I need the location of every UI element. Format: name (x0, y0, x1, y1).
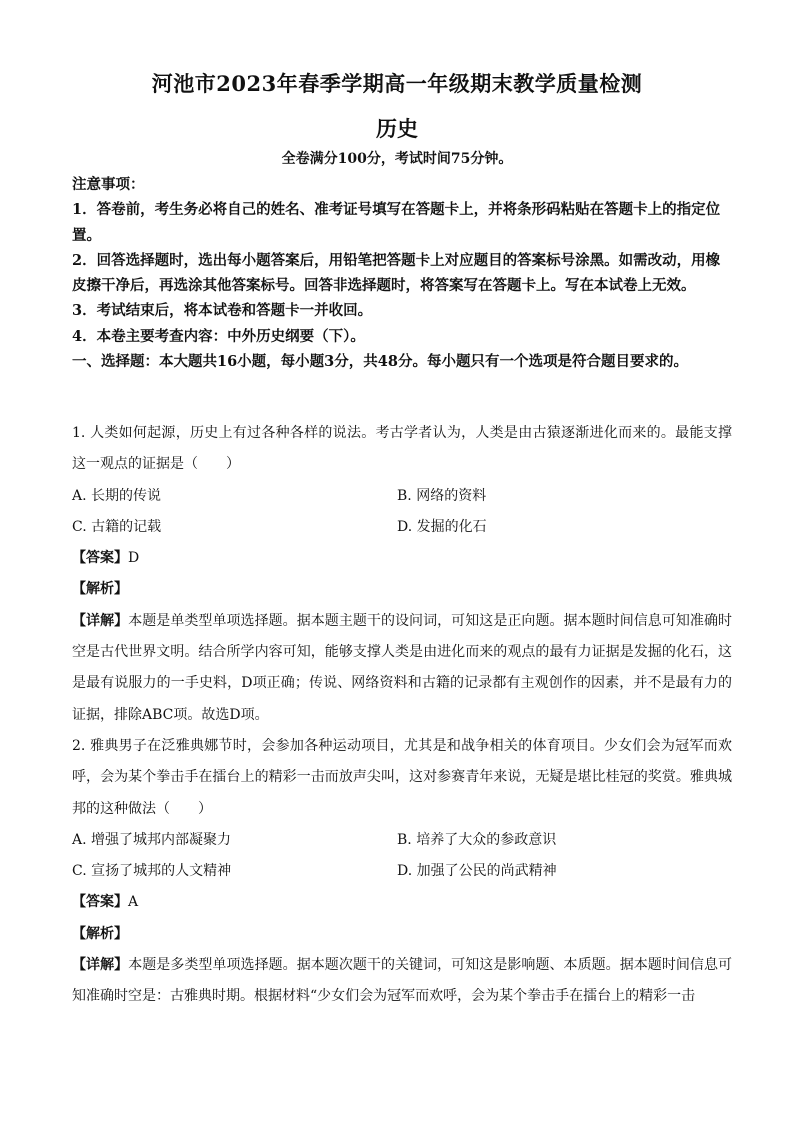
option-list (72, 481, 732, 544)
exam-title: 河池市2023年春季学期高一年级期末教学质量检测 (151, 71, 643, 96)
option-b: B. 培养了大众的参政意识 (397, 831, 557, 848)
question-stem: 1. 人类如何起源，历史上有过各种各样的说法。考古学者认为，人类是由古猿逐渐进化而来的。最能支撑这一观点的证据是（ ） (72, 425, 732, 473)
note-item: 4．本卷主要考查内容：中外历史纲要（下）。 (72, 327, 365, 345)
notes-heading: 注意事项： (72, 176, 145, 193)
answer-label: 【答案】 (72, 894, 128, 911)
analysis-label: 【解析】 (72, 925, 128, 942)
question-stem: 2. 雅典男子在泛雅典娜节时，会参加各种运动项目，尤其是和战争相关的体育项目。少女们会为冠军而欢呼，会为某个拳击手在擂台上的精彩一击而放声尖叫，这对参赛青年来说，无疑是堪比桂冠的奖赏。雅典城邦的这种做法（ ） (72, 737, 732, 817)
answer-label: 【答案】 (72, 550, 128, 567)
exam-subject: 历史 (376, 116, 418, 141)
note-item: 3．考试结束后，将本试卷和答题卡一并收回。 (72, 302, 373, 320)
answer-value: D (128, 550, 140, 567)
detail-paragraph (72, 606, 732, 731)
analysis-label: 【解析】 (72, 581, 128, 598)
answer-line (72, 887, 732, 918)
option-a: A. 增强了城邦内部凝聚力 (72, 831, 232, 848)
notes-section (72, 172, 732, 374)
detail-label: 【详解】 (72, 957, 129, 974)
note-item: 2．回答选择题时，选出每小题答案后，用铅笔把答题卡上对应题目的答案标号涂黑。如需改动，用橡皮擦干净后，再选涂其他答案标号。回答非选择题时，将答案写在答题卡上。写在本试卷上无效。 (72, 251, 721, 295)
option-c: C. 宣扬了城邦的人文精神 (72, 863, 232, 880)
detail-text: 本题是单类型单项选择题。据本题主题干的设问词，可知这是正向题。据本题时间信息可知准确时空是古代世界文明。结合所学内容可知，能够支撑人类是由进化而来的观点的最有力证据是发掘的化石，这是最有说服力的一手史料，D项正确；传说、网络资料和古籍的记录都有主观创作的因素，并不是最有力的证据，排除ABC项。故选D项。 (72, 612, 733, 723)
option-b: B. 网络的资料 (397, 487, 487, 504)
answer-line (72, 543, 732, 574)
option-d: D. 加强了公民的尚武精神 (397, 863, 557, 880)
detail-text: 本题是多类型单项选择题。据本题次题干的关键词，可知这是影响题、本质题。据本题时间信息可知准确时空是：古雅典时期。根据材料“少女们会为冠军而欢呼，会为某个拳击手在擂台上的精彩一击 (72, 957, 733, 1005)
questions-section (72, 418, 732, 1013)
option-d: D. 发掘的化石 (397, 518, 487, 535)
score-info: 全卷满分100分，考试时间75分钟。 (281, 151, 513, 167)
section-heading: 一、选择题：本大题共16小题，每小题3分，共48分。每小题只有一个选项是符合题目要求的。 (72, 353, 688, 371)
detail-label: 【详解】 (72, 612, 129, 629)
note-item: 1．答卷前，考生务必将自己的姓名、准考证号填写在答题卡上，并将条形码粘贴在答题卡上的指定位置。 (72, 201, 721, 244)
option-c: C. 古籍的记载 (72, 518, 162, 535)
answer-value: A (128, 894, 139, 911)
detail-paragraph (72, 950, 732, 1013)
option-list (72, 825, 732, 888)
option-a: A. 长期的传说 (72, 487, 162, 504)
